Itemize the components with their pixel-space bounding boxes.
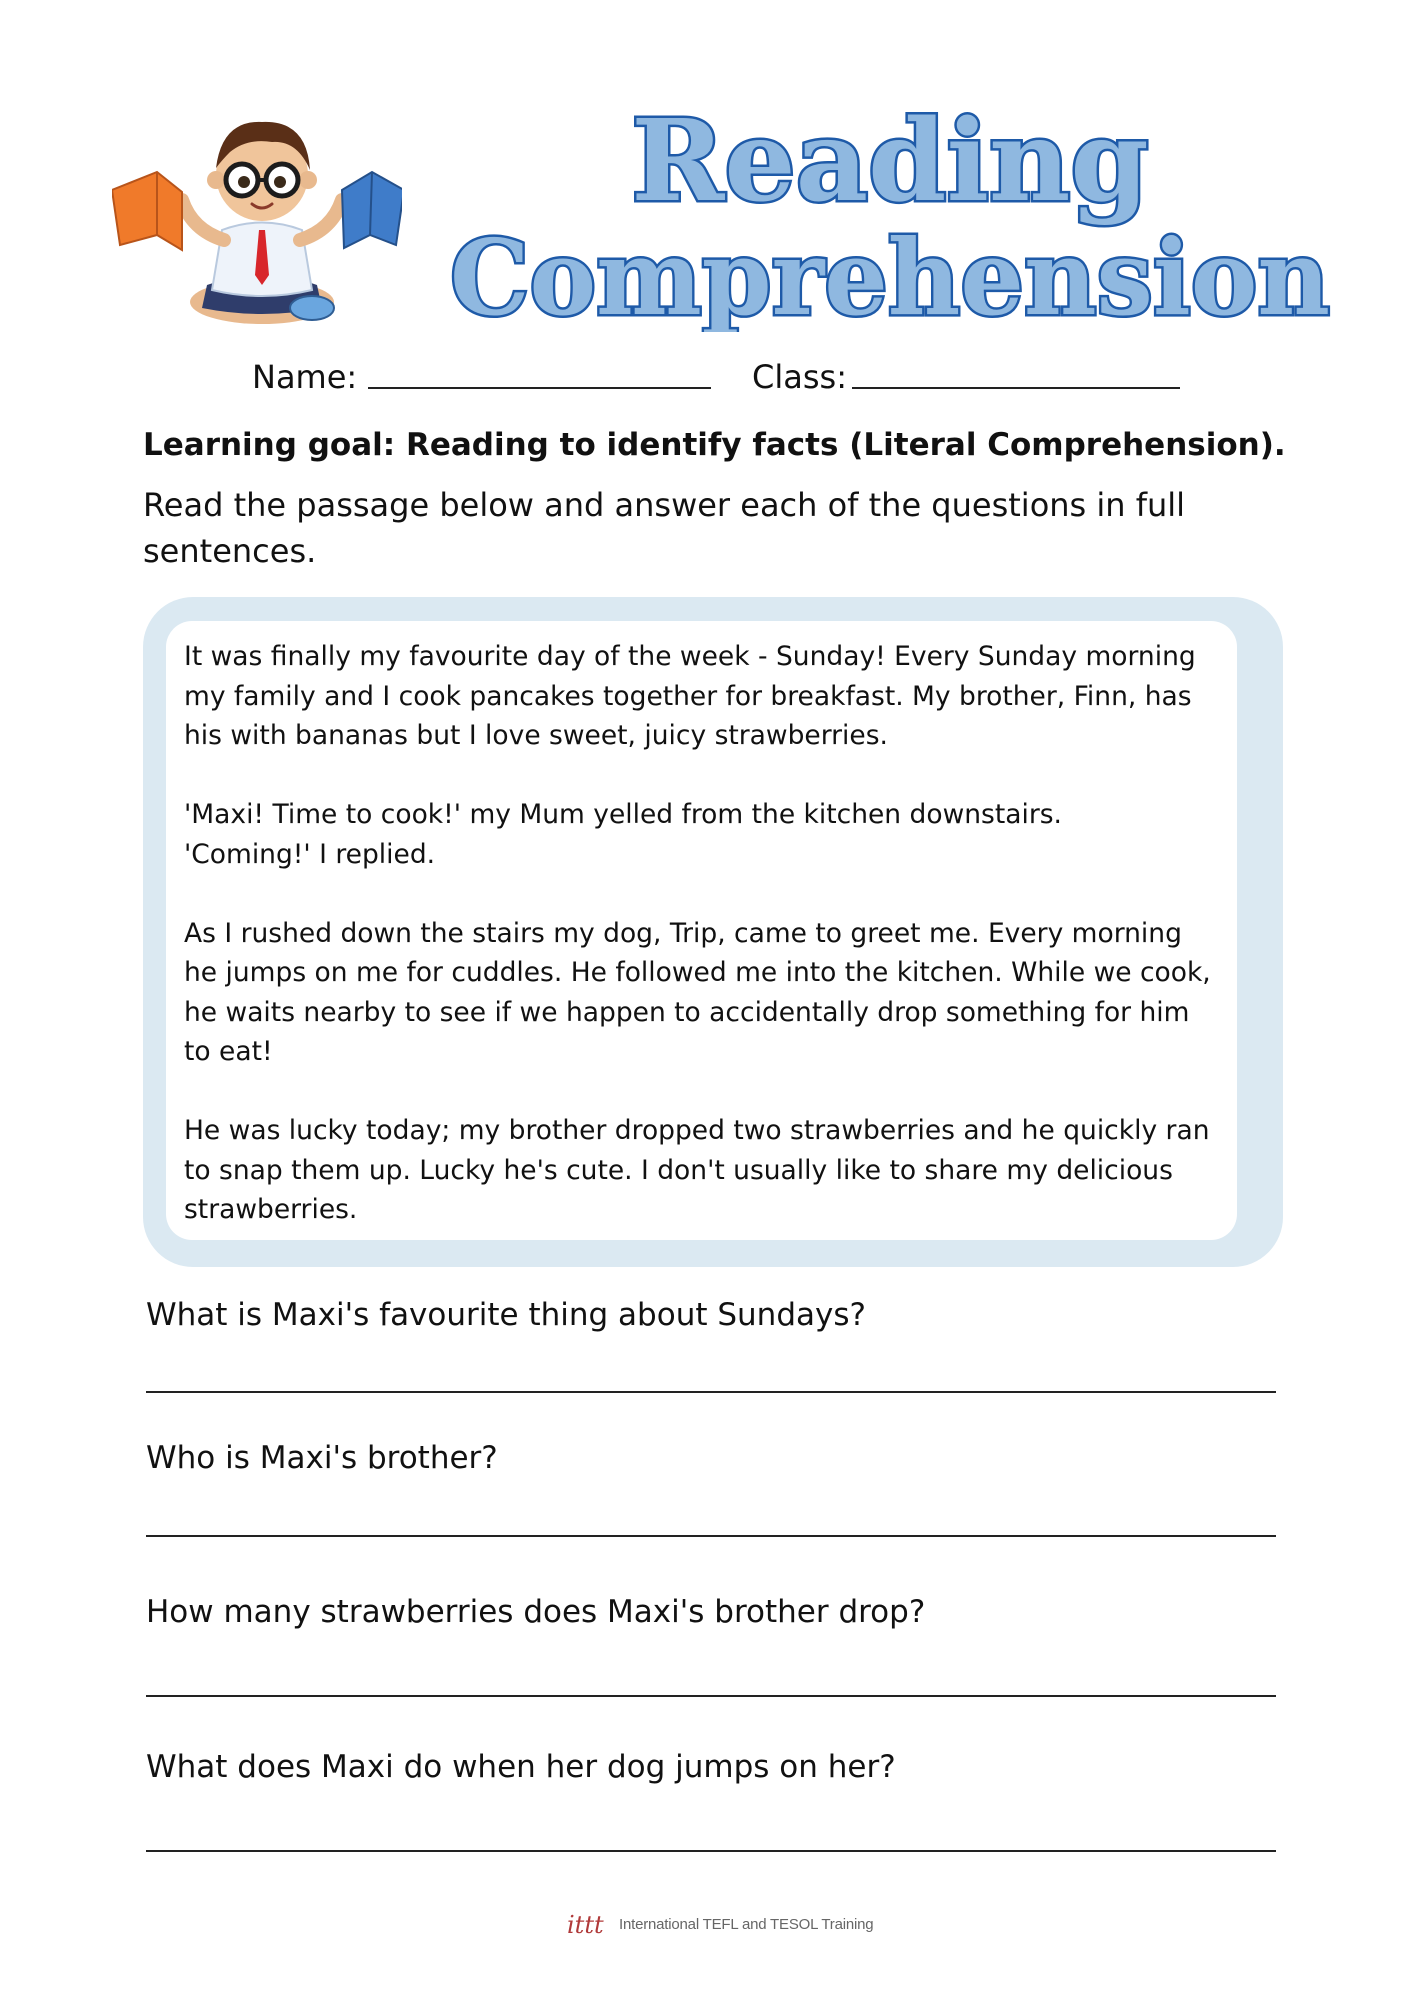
passage-paragraph-1: It was finally my favourite day of the week - Sunday! Every Sunday morning my family and I cook pancakes together for breakfast. My brother, Finn, has his with bananas but I love sweet, juicy strawberries. xyxy=(184,641,1196,751)
passage-dialogue-line-2: 'Coming!' I replied. xyxy=(184,838,436,870)
ittt-logo-icon xyxy=(565,1907,613,1941)
boy-reading-illustration xyxy=(112,80,402,330)
answer-line-2[interactable] xyxy=(146,1535,1276,1537)
title-line-comprehension: Comprehension xyxy=(450,216,1330,332)
passage-paragraph-4: He was lucky today; my brother dropped two strawberries and he quickly ran to snap them up. Lucky he's cute. I don't usually like to share my delicious strawberries. xyxy=(184,1115,1210,1225)
instructions: Read the passage below and answer each of the questions in full sentences. xyxy=(143,486,1186,570)
svg-text:ittt: ittt xyxy=(567,1911,604,1939)
question-4: What does Maxi do when her dog jumps on her? xyxy=(146,1749,896,1785)
footer-branding xyxy=(565,1906,873,1942)
passage-dialogue-line-1: 'Maxi! Time to cook!' my Mum yelled from the kitchen downstairs. xyxy=(184,799,1062,830)
worksheet-title xyxy=(440,92,1340,332)
learning-goal: Learning goal: Reading to identify facts (Literal Comprehension). xyxy=(143,427,1286,463)
answer-line-4[interactable] xyxy=(146,1850,1276,1852)
passage-box xyxy=(166,621,1237,1240)
footer-text: International TEFL and TESOL Training xyxy=(619,1915,874,1933)
question-3: How many strawberries does Maxi's brother drop? xyxy=(146,1594,926,1630)
passage-frame xyxy=(143,597,1283,1267)
class-label: Class: xyxy=(752,358,847,396)
question-1: What is Maxi's favourite thing about Sundays? xyxy=(146,1297,866,1333)
answer-line-3[interactable] xyxy=(146,1695,1276,1697)
name-blank-line[interactable] xyxy=(368,387,711,389)
question-2: Who is Maxi's brother? xyxy=(146,1440,498,1476)
name-label: Name: xyxy=(252,358,358,396)
passage-paragraph-3: As I rushed down the stairs my dog, Trip, came to greet me. Every morning he jumps on me for cuddles. He followed me into the kitchen. While we cook, he waits nearby to see if we happen to accidentally drop something for him to eat! xyxy=(184,917,1211,1067)
class-blank-line[interactable] xyxy=(852,387,1180,389)
passage-paragraph-2 xyxy=(184,795,1219,874)
title-line-reading: Reading xyxy=(631,96,1149,227)
answer-line-1[interactable] xyxy=(146,1391,1276,1393)
